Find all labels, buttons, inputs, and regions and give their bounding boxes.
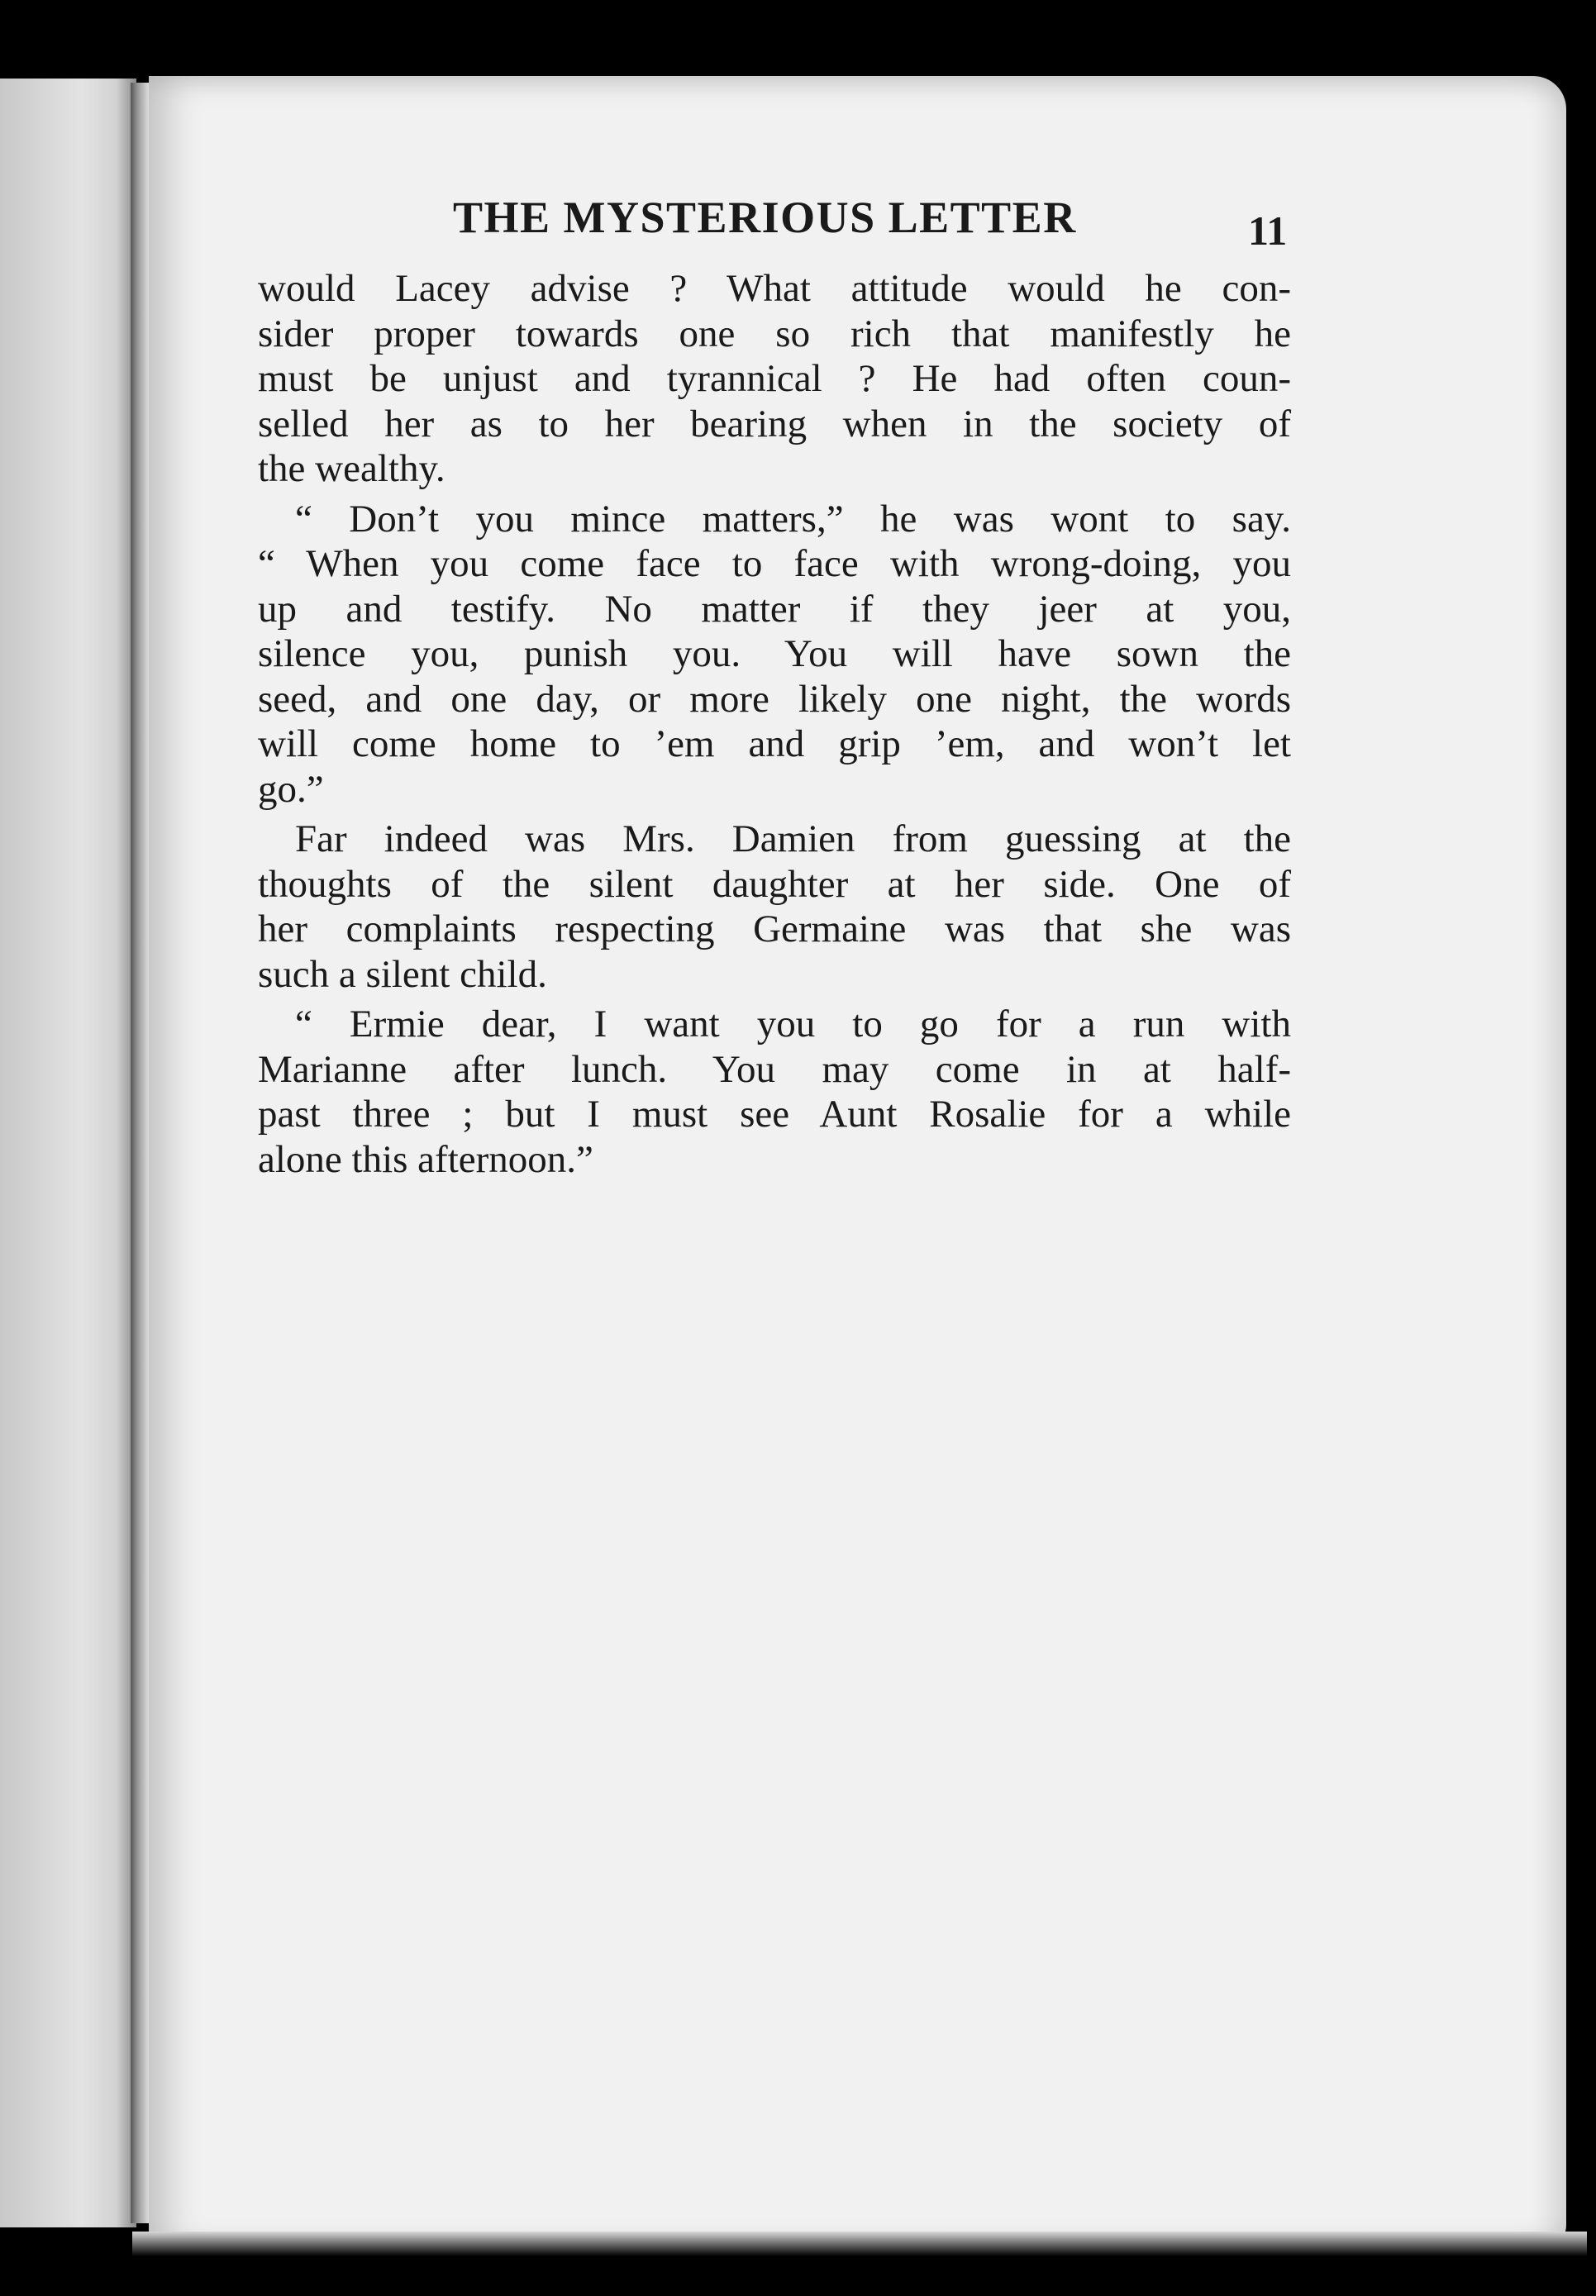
paragraph: [258, 266, 1291, 492]
text-line: Far indeed was Mrs. Damien from guessing at the: [295, 817, 1291, 860]
text-line: seed, and one day, or more likely one night, the words: [258, 677, 1291, 721]
paragraph: [258, 1002, 1291, 1182]
body-text: [258, 266, 1291, 1187]
text-line: thoughts of the silent daughter at her side. One of: [258, 862, 1291, 906]
book-spine-shadow: [131, 83, 149, 2223]
paragraph: [258, 497, 1291, 812]
facing-page-edge: [0, 79, 136, 2227]
text-line: will come home to ’em and grip ’em, and won’t let: [258, 722, 1291, 765]
text-line: “ When you come face to face with wrong-doing, you: [258, 542, 1291, 585]
text-line: the wealthy.: [258, 447, 445, 490]
text-line: selled her as to her bearing when in the society of: [258, 402, 1291, 445]
paragraph: [258, 817, 1291, 997]
text-line: “ Don’t you mince matters,” he was wont to say.: [295, 497, 1291, 541]
text-line: such a silent child.: [258, 952, 547, 996]
text-line: “ Ermie dear, I want you to go for a run with: [295, 1003, 1291, 1046]
text-line: up and testify. No matter if they jeer at you,: [258, 587, 1291, 631]
text-line: alone this afternoon.”: [258, 1137, 593, 1181]
text-line: silence you, punish you. You will have sown the: [258, 632, 1291, 675]
text-line: sider proper towards one so rich that manifestly he: [258, 312, 1291, 355]
text-line: her complaints respecting Germaine was that she was: [258, 907, 1291, 950]
page-number: 11: [1248, 207, 1288, 254]
text-line: Marianne after lunch. You may come in at half-: [258, 1047, 1291, 1091]
text-line: past three ; but I must see Aunt Rosalie for a while: [258, 1093, 1291, 1136]
text-line: go.”: [258, 767, 324, 811]
text-line: must be unjust and tyrannical ? He had often coun-: [258, 357, 1291, 400]
text-line: would Lacey advise ? What attitude would he con-: [258, 267, 1291, 310]
running-head: THE MYSTERIOUS LETTER: [453, 193, 1077, 242]
page-bottom-edge: [132, 2232, 1587, 2256]
